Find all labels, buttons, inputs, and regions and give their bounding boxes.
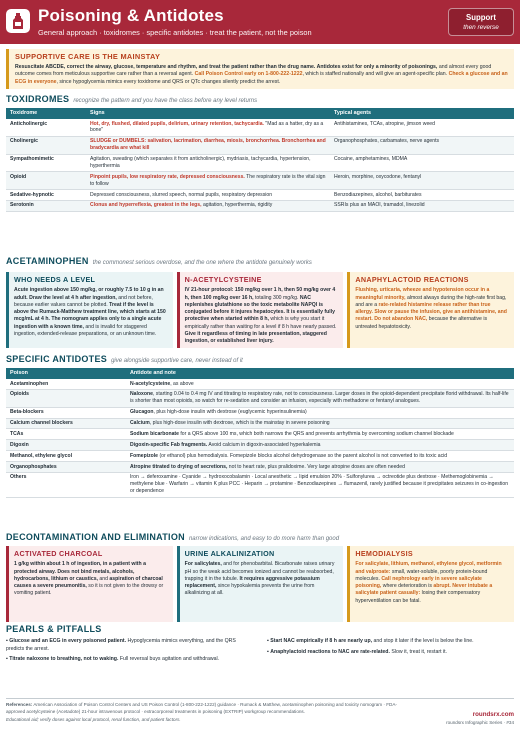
decon-subtitle: narrow indications, and easy to do more harm than good — [188, 536, 340, 542]
pearls-column-left — [6, 638, 253, 667]
disclaimer: Educational aid; verify doses against local protocol, renal function, and patient factors. — [6, 717, 181, 723]
card-text-bold: aspiration of charcoal causes a severe pneumonitis, — [14, 575, 163, 590]
card-title: WHO NEEDS A LEVEL — [14, 275, 96, 284]
card-text: since hypokalemia prevents the urine from alkalinizing at all. — [184, 583, 315, 597]
antidote-name: Sodium bicarbonate — [130, 430, 179, 437]
card-text-highlight: For salicylate, lithium, methanol, ethylene glycol, metformin and valproate: — [355, 561, 502, 575]
card-text-highlight: rate-related histamine release rather than true allergy. Slow or pause the infusion, give an antihistamine, and restart. Do not abandon NAC, — [355, 301, 507, 323]
pearl-text: Slow it, treat it, restart it. — [389, 648, 447, 655]
nac-card — [177, 272, 344, 348]
card-text: and not before, because earlier values cannot be plotted. — [14, 294, 153, 308]
supportive-care-title: SUPPORTIVE CARE IS THE MAINSTAY — [15, 52, 161, 61]
table-row — [6, 462, 514, 473]
signs-text: Agitation, sweating (which separates it from anticholinergic), mydriasis, tachycardia, hypertension, hyperthermia — [90, 156, 311, 169]
brand-block — [446, 711, 514, 727]
poison-name: Calcium channel blockers — [6, 418, 126, 429]
antidote-note — [126, 389, 514, 407]
acetaminophen-heading — [6, 256, 312, 267]
table-row — [6, 154, 514, 172]
supportive-care-box — [6, 49, 514, 89]
antidote-note — [126, 407, 514, 418]
signs-text: Depressed consciousness, slurred speech, normal pupils, respiratory depression — [90, 191, 273, 198]
anaphylactoid-card — [347, 272, 514, 348]
pearl-text: Hypoglycemia mimics everything, and the QRS predicts the arrest. — [6, 638, 236, 652]
list-item: ▪ Titrate naloxone to breathing, not to waking. Full reversal buys agitation and withdrawal. — [6, 656, 220, 663]
table-row — [6, 172, 514, 190]
card-text-bold: NAC replenishes glutathione so the toxic metabolite NAPQI is conjugated before it injures hepatocytes. It is essentially fully protective when started within 8 h, — [184, 294, 335, 323]
toxidrome-signs — [86, 172, 330, 190]
antidote-note — [126, 440, 514, 451]
series-label: roundsrx Infographic Series · #34 — [446, 719, 514, 725]
card-text: where deterioration is — [381, 583, 434, 590]
card-text-bold: Give it regardless of timing in late presentation, staggered ingestion, or established liver injury. — [184, 331, 327, 345]
pearls-title: PEARLS & PITFALLS — [6, 624, 102, 634]
column-header: Typical agents — [330, 108, 514, 119]
supportive-care-text-2: and almost every good outcome comes from meticulous supportive care rather than a reversal agent. — [15, 63, 492, 78]
card-text: small, water-soluble, poorly protein-bound molecules. — [355, 568, 488, 582]
hemodialysis-card — [347, 546, 514, 622]
antidote-detail: Avoid calcium in digoxin-associated hyperkalemia — [207, 441, 321, 448]
pearl-key: Anaphylactoid reactions to NAC are rate-related. — [270, 648, 390, 655]
antidote-name: Calcium — [130, 420, 150, 427]
poison-control-number: Call Poison Control early on 1-800-222-1222 — [194, 71, 303, 78]
table-row — [6, 379, 514, 389]
antidote-note — [126, 462, 514, 473]
column-header: Antidote and note — [126, 368, 514, 379]
poison-name: Beta-blockers — [6, 407, 126, 418]
card-text: losing their compensatory hyperventilation can be fatal. — [355, 590, 481, 604]
card-text-highlight: Call nephrology early in severe salicylate poisoning, — [355, 575, 482, 590]
antidote-detail: (or ethanol) plus hemodialysis. Fomepizole blocks alcohol dehydrogenase so the parent alcohol is not converted to its toxic acid — [158, 452, 448, 459]
poison-name: Digoxin — [6, 440, 126, 451]
urine-alkalinization-card — [177, 546, 344, 622]
antidote-note — [126, 451, 514, 462]
antidotes-table — [6, 368, 514, 498]
card-title: URINE ALKALINIZATION — [184, 549, 275, 558]
card-text-bold: 1 g/kg within about 1 h of ingestion, in a patient with a protected airway. Does not bind metals, alcohols, hydrocarbons, lithium or caustics, — [14, 561, 146, 582]
poison-name: Others — [6, 472, 126, 497]
toxidrome-signs — [86, 200, 330, 211]
antidote-note — [126, 472, 514, 497]
card-title: HEMODIALYSIS — [355, 549, 413, 558]
references-label: References: — [6, 702, 33, 707]
toxidrome-signs — [86, 119, 330, 136]
antidote-detail: for a QRS above 100 ms, which both narrows the QRS and prevents arrhythmia by overcoming sodium channel blockade — [178, 430, 454, 437]
antidote-detail: Iron → deferoxamine · Cyanide → hydroxocobalamin · Local anesthetic → lipid emulsion 20% · Sulfonylurea → octreotide plus dextrose · Methemoglobinemia → methylene blue · Warfarin → vitamin K plus PCC · Heparin → protamine · Benzodiazepines → flumazenil, rarely justified because it precipitates seizures in co-ingestion or dependence — [130, 474, 509, 495]
poison-name: Acetaminophen — [6, 379, 126, 389]
antidote-name: Digoxin-specific Fab fragments. — [130, 441, 208, 448]
signs-key: SLUDGE or DUMBELS: salivation, lacrimation, diarrhea, miosis, bronchorrhea. Bronchorrhea and bradycardia are what kill — [90, 138, 326, 152]
card-text: because the alternative is untreated hepatotoxicity. — [355, 316, 488, 330]
antidote-detail: , plus high-dose insulin with dextrose (euglycemic hyperinsulinemia) — [153, 409, 307, 416]
card-text-highlight: Flushing, urticaria, wheeze and hypotension occur in a meaningful minority, — [355, 287, 490, 301]
page-title: Poisoning & Antidotes — [38, 6, 224, 25]
poison-name: Organophosphates — [6, 462, 126, 473]
toxidrome-agents: Heroin, morphine, oxycodone, fentanyl — [330, 172, 514, 190]
antidotes-subtitle: give alongside supportive care, never instead of it — [111, 358, 243, 364]
antidote-detail: , plus high-dose insulin with dextrose, which is the mainstay in severe poisoning — [149, 420, 330, 427]
card-title: ANAPHYLACTOID REACTIONS — [355, 275, 469, 284]
pearls-heading — [6, 624, 102, 635]
list-item: ▪ Glucose and an ECG in every poisoned patient. Hypoglycemia mimics everything, and the QRS predicts the arrest. — [6, 638, 236, 652]
table-row — [6, 389, 514, 407]
toxidrome-agents: SSRIs plus an MAOI, tramadol, linezolid — [330, 200, 514, 211]
supportive-care-lead: Resuscitate ABCDE, correct the airway, glucose, temperature and rhythm, and treat the patient rather than the drug name. Antidotes exist for only a minority of poisonings, — [15, 63, 438, 70]
poison-name: Opioids — [6, 389, 126, 407]
toxidromes-table — [6, 108, 514, 212]
decontamination-heading — [6, 532, 339, 543]
table-row — [6, 451, 514, 462]
card-text-highlight: abrupt. Never intubate a salicylate patient casually: — [355, 583, 493, 597]
acetaminophen-title: ACETAMINOPHEN — [6, 256, 89, 266]
antidote-detail: , starting 0.04 to 0.4 mg IV and titrating to respiratory rate, not to consciousness. Larger doses in the opioid-dependent precipitate florid withdrawal. Its half-life is shorter than most opioids, so watch for re-sedation and consider an infusion, especially with methadone or fentanyl analogues. — [130, 391, 509, 405]
support-badge-sub: then reverse — [463, 24, 499, 32]
toxidrome-signs — [86, 190, 330, 201]
signs-text: "Mad as a hatter, dry as a bone" — [90, 120, 324, 134]
antidote-detail: , as above — [170, 380, 194, 387]
toxidrome-name: Sedative-hypnotic — [6, 190, 86, 201]
signs-text: The respiratory rate is the vital sign to follow — [90, 173, 326, 187]
pearl-text: Full reversal buys agitation and withdrawal. — [118, 656, 220, 663]
supportive-care-text-6: , since hypoglycemia mimics every toxidrome and QRS or QTc changes silently predict the arrest. — [56, 78, 281, 85]
card-text-bold: Acute ingestion above 150 mg/kg, or roughly 7.5 to 10 g in an adult. Draw the level at 4 h after ingestion, — [14, 287, 164, 301]
table-row — [6, 119, 514, 136]
pearl-key: Titrate naloxone to breathing, not to waking. — [9, 656, 119, 663]
card-text-bold: It requires aggressive potassium replacement, — [184, 575, 320, 590]
card-text: and — [97, 575, 110, 582]
support-badge — [448, 8, 514, 36]
card-text: totaling 300 mg/kg. — [253, 294, 300, 301]
pearls-list — [6, 638, 514, 667]
acetaminophen-cards — [6, 272, 514, 348]
toxidrome-agents: Cocaine, amphetamines, MDMA — [330, 154, 514, 172]
card-text-bold: Treat if the level is above the Rumack-Matthew treatment line, which starts at 150 mcg/mL at 4 h. The nomogram applies only to a single acute ingestion with a known time, — [14, 301, 166, 330]
toxidrome-agents: Antihistamines, TCAs, atropine, jimson weed — [330, 119, 514, 136]
footer — [6, 698, 514, 724]
signs-key: Pinpoint pupils, low respiratory rate, depressed consciousness. — [90, 173, 245, 180]
references-text: American Association of Poison Control Centers and US Poison Control (1-800-222-1222) guidance · Rumack & Matthew, acetaminophen poisoning and toxicity nomogram · FDA-approved acetylcysteine (Acetadote) 21-hour intravenous protocol · extracorporeal treatments in poisoning (EXTRIP) workgroup recommendations. — [6, 702, 397, 714]
toxidrome-signs — [86, 154, 330, 172]
toxidrome-signs — [86, 136, 330, 154]
card-text: so it is not given to the drowsy or vomiting patient. — [14, 583, 164, 597]
table-row — [6, 190, 514, 201]
poison-bottle-icon — [6, 9, 30, 33]
page-subtitle: General approach · toxidromes · specific antidotes · treat the patient, not the poison — [38, 28, 312, 37]
column-header: Poison — [6, 368, 126, 379]
list-item: ▪ Start NAC empirically if 8 h are nearly up, and stop it later if the level is below the line. — [267, 638, 474, 644]
antidotes-title: SPECIFIC ANTIDOTES — [6, 354, 108, 364]
support-badge-label: Support — [466, 13, 496, 22]
brand-url[interactable]: roundsrx.com — [472, 711, 514, 718]
toxidrome-name: Opioid — [6, 172, 86, 190]
pearl-key: Glucose and an ECG in every poisoned patient. — [9, 638, 127, 644]
table-row — [6, 440, 514, 451]
table-row — [6, 472, 514, 497]
card-title: N-ACETYLCYSTEINE — [184, 275, 262, 284]
signs-key: Clonus and hyperreflexia, greatest in the legs, — [90, 202, 202, 209]
toxidrome-name: Sympathomimetic — [6, 154, 86, 172]
supportive-care-text — [15, 64, 508, 87]
header-banner — [0, 0, 520, 44]
card-text: and for phenobarbital. Bicarbonate raises urinary pH so the weak acid becomes ionized and cannot be reabsorbed, trapping it in the tubule. — [184, 561, 335, 582]
card-text: which is why you start it empirically rather than waiting for a level if 8 h have nearly passed. — [184, 316, 337, 330]
column-header: Signs — [86, 108, 330, 119]
toxidrome-agents: Organophosphates, carbamates, nerve agents — [330, 136, 514, 154]
card-title: ACTIVATED CHARCOAL — [14, 549, 103, 558]
card-text: and is invalid for staggered ingestion, extended-release preparations, or an unknown time. — [14, 323, 157, 338]
antidote-name: Glucagon — [130, 409, 154, 416]
toxidrome-name: Cholinergic — [6, 136, 86, 154]
decontamination-cards — [6, 546, 514, 622]
antidote-note — [126, 418, 514, 429]
antidote-note — [126, 429, 514, 440]
supportive-care-text-4: , which is staffed nationally and will give an agent-specific plan. — [302, 71, 449, 78]
decon-title: DECONTAMINATION AND ELIMINATION — [6, 532, 185, 542]
toxidromes-heading — [6, 94, 257, 105]
who-needs-level-card — [6, 272, 173, 348]
pearls-column-right — [267, 638, 514, 667]
pearl-key: Start NAC empirically if 8 h are nearly up, — [270, 638, 373, 644]
table-row — [6, 136, 514, 154]
table-row — [6, 200, 514, 211]
signs-text: agitation, hyperthermia, rigidity — [201, 202, 273, 209]
references — [6, 702, 416, 715]
pearl-text: and stop it later if the level is below the line. — [372, 638, 474, 644]
antidote-name: Naloxone — [130, 391, 153, 398]
antidote-name: Atropine titrated to drying of secretions, — [130, 463, 228, 470]
poison-name: Methanol, ethylene glycol — [6, 451, 126, 462]
toxidrome-name: Anticholinergic — [6, 119, 86, 136]
antidote-name: N-acetylcysteine — [130, 380, 171, 387]
card-text-bold: For salicylates, — [184, 561, 222, 568]
toxidrome-name: Serotonin — [6, 200, 86, 211]
table-row — [6, 429, 514, 440]
list-item: ▪ Anaphylactoid reactions to NAC are rate-related. Slow it, treat it, restart it. — [267, 648, 447, 655]
table-row — [6, 407, 514, 418]
signs-key: Hot, dry, flushed, dilated pupils, delirium, urinary retention, tachycardia. — [90, 120, 264, 127]
table-row — [6, 418, 514, 429]
column-header: Toxidrome — [6, 108, 86, 119]
card-text-bold: IV 21-hour protocol: 150 mg/kg over 1 h, then 50 mg/kg over 4 h, then 100 mg/kg over 16 h, — [184, 287, 336, 301]
toxidrome-agents: Benzodiazepines, alcohol, barbiturates — [330, 190, 514, 201]
activated-charcoal-card — [6, 546, 173, 622]
toxidromes-header-row — [6, 108, 514, 119]
card-text: almost always during the high-rate first bag, and are a — [355, 294, 507, 308]
poison-name: TCAs — [6, 429, 126, 440]
antidote-name: Fomepizole — [130, 452, 159, 459]
antidotes-header-row — [6, 368, 514, 379]
acetaminophen-subtitle: the commonest serious overdose, and the one where the antidote genuinely works — [92, 260, 312, 266]
antidote-detail: not to heart rate, plus pralidoxime. Very large atropine doses are often needed — [227, 463, 405, 470]
specific-antidotes-heading — [6, 354, 243, 365]
glucose-ecg-callout: Check a glucose and an ECG in everyone — [15, 71, 508, 85]
antidote-note — [126, 379, 514, 389]
toxidromes-title: TOXIDROMES — [6, 94, 70, 104]
toxidromes-subtitle: recognize the pattern and you have the class before any level returns — [73, 98, 258, 104]
